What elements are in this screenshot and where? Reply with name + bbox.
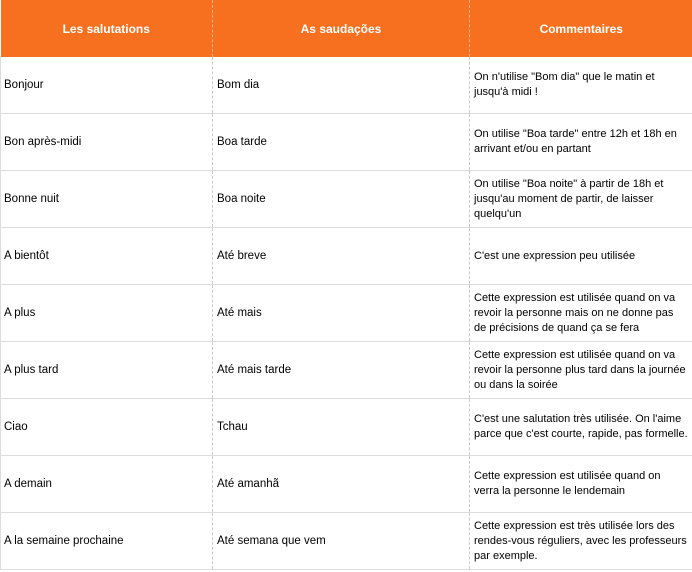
cell-saudacao: Boa noite [213,171,470,228]
cell-commentaire: C'est une expression peu utilisée [470,228,692,285]
cell-commentaire: C'est une salutation très utilisée. On l'aime parce que c'est courte, rapide, pas formelle. [470,399,692,456]
header-salutations: Les salutations [1,0,213,57]
cell-salutation: Bon après-midi [1,114,213,171]
header-commentaires: Commentaires [470,0,692,57]
cell-salutation: A la semaine prochaine [1,513,213,570]
cell-saudacao: Boa tarde [213,114,470,171]
header-saudacoes: As saudações [213,0,470,57]
table-row [1,399,692,456]
table-row [1,342,692,399]
cell-commentaire: On n'utilise "Bom dia" que le matin et jusqu'à midi ! [470,57,692,114]
cell-salutation: A demain [1,456,213,513]
cell-salutation: Bonjour [1,57,213,114]
table-row [1,285,692,342]
cell-commentaire: On utilise "Boa noite" à partir de 18h et jusqu'au moment de partir, de laisser quelqu'un [470,171,692,228]
table-row [1,513,692,570]
cell-commentaire: Cette expression est utilisée quand on verra la personne le lendemain [470,456,692,513]
table-row [1,228,692,285]
cell-saudacao: Até amanhã [213,456,470,513]
cell-salutation: A plus [1,285,213,342]
cell-salutation: Bonne nuit [1,171,213,228]
cell-saudacao: Até mais tarde [213,342,470,399]
cell-salutation: A plus tard [1,342,213,399]
cell-salutation: A bientôt [1,228,213,285]
cell-salutation: Ciao [1,399,213,456]
table-row [1,171,692,228]
table-row [1,57,692,114]
cell-saudacao: Até mais [213,285,470,342]
cell-commentaire: Cette expression est très utilisée lors des rendes-vous réguliers, avec les professeurs par exemple. [470,513,692,570]
cell-saudacao: Tchau [213,399,470,456]
cell-saudacao: Bom dia [213,57,470,114]
cell-saudacao: Até semana que vem [213,513,470,570]
cell-commentaire: Cette expression est utilisée quand on va revoir la personne mais on ne donne pas de précisions de quand ça se fera [470,285,692,342]
cell-commentaire: On utilise "Boa tarde" entre 12h et 18h en arrivant et/ou en partant [470,114,692,171]
header-row [1,0,692,57]
cell-commentaire: Cette expression est utilisée quand on va revoir la personne plus tard dans la journée ou dans la soirée [470,342,692,399]
table-row [1,456,692,513]
cell-saudacao: Até breve [213,228,470,285]
table-row [1,114,692,171]
